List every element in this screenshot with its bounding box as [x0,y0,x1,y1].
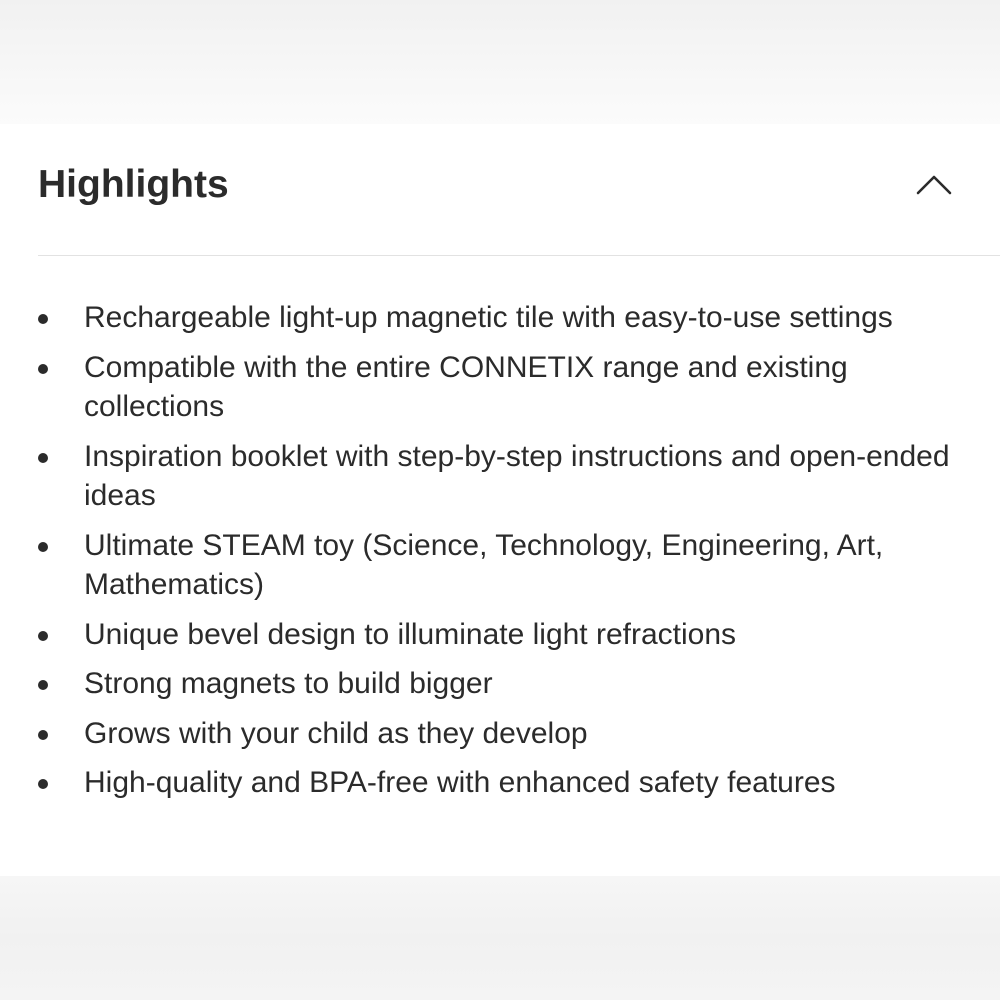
list-item-text: Inspiration booklet with step-by-step instructions and open-ended ideas [84,439,950,512]
list-item-text: Ultimate STEAM toy (Science, Technology, Engineering, Art, Mathematics) [84,528,884,601]
list-item-text: High-quality and BPA-free with enhanced safety features [84,766,836,799]
highlights-panel [0,124,1000,876]
section-title: Highlights [38,163,229,206]
bullet-icon [38,779,48,789]
bullet-icon [38,364,48,374]
list-item-text: Rechargeable light-up magnetic tile with easy-to-use settings [84,301,893,334]
list-item [38,348,968,427]
list-item [38,437,968,516]
chevron-up-icon [904,158,964,214]
list-item [38,526,968,605]
bullet-icon [38,314,48,324]
highlights-header[interactable] [38,124,1000,256]
highlights-list [38,298,968,813]
list-item-text: Grows with your child as they develop [84,716,588,750]
list-item-text: Compatible with the entire CONNETIX range and existing collections [84,350,848,423]
list-item [38,714,968,754]
list-item [38,763,968,803]
list-item-text: Strong magnets to build bigger [84,667,493,700]
list-item [38,298,968,338]
list-item [38,664,968,704]
background-bottom [0,876,1000,1000]
bullet-icon [38,453,48,463]
collapse-button[interactable] [904,158,964,214]
list-item [38,615,968,655]
bullet-icon [38,680,48,690]
bullet-icon [38,730,48,740]
list-item-text: Unique bevel design to illuminate light refractions [84,617,737,651]
bullet-icon [38,542,48,552]
background-top [0,0,1000,124]
bullet-icon [38,631,48,641]
